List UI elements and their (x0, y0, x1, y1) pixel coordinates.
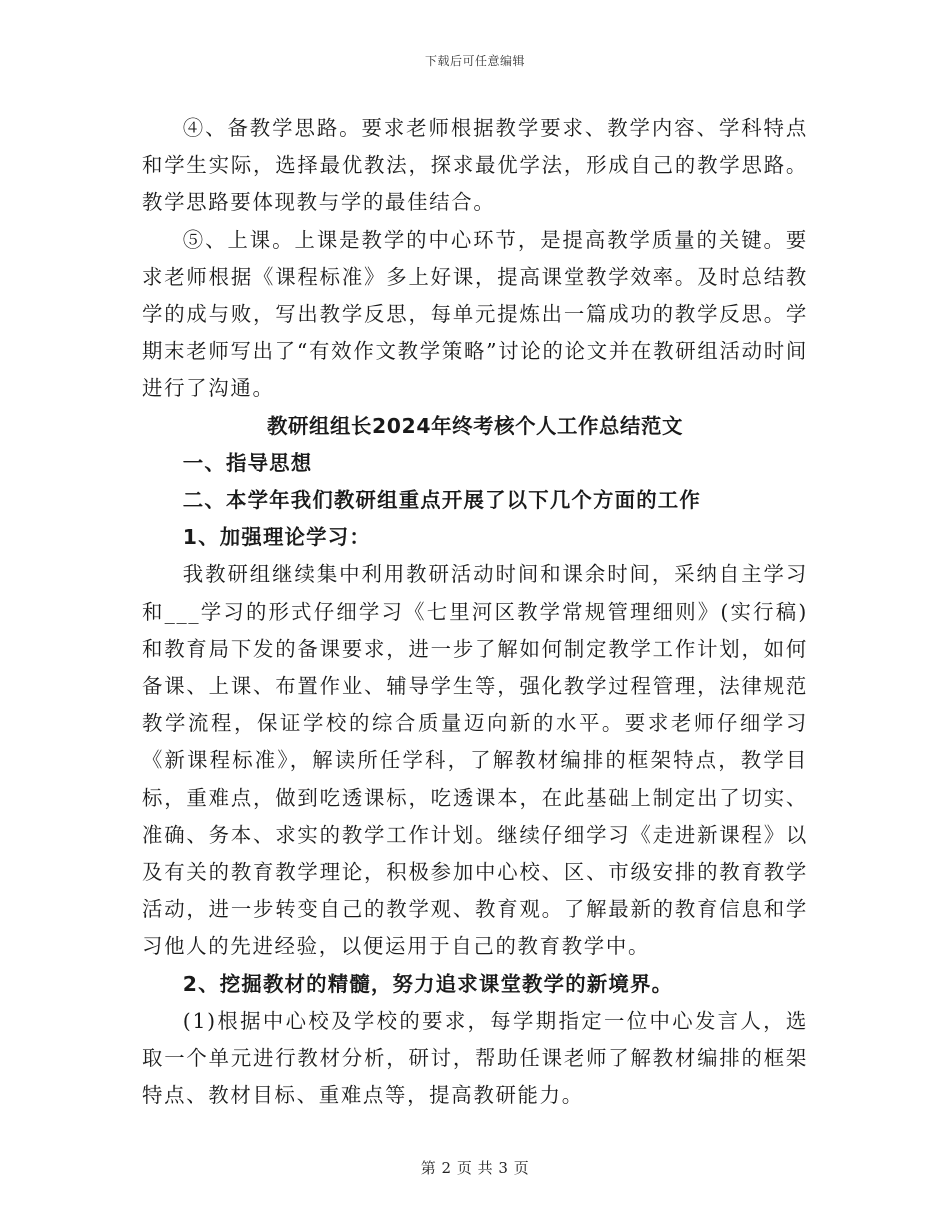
paragraph-theory-study: 我教研组继续集中利用教研活动时间和课余时间，采纳自主学习和___学习的形式仔细学习《七里河区教学常规管理细则》(实行稿)和教育局下发的备课要求，进一步了解如何制定教学工作计划，如何备课、上课、布置作业、辅导学生等，强化教学过程管理，法律规范教学流程，保证学校的综合质量迈向新的水平。要求老师仔细学习《新课程标准》，解读所任学科，了解教材编排的框架特点，教学目标，重难点，做到吃透课标，吃透课本，在此基础上制定出了切实、准确、务本、求实的教学工作计划。继续仔细学习《走进新课程》以及有关的教育教学理论，积极参加中心校、区、市级安排的教育教学活动，进一步转变自己的教学观、教育观。了解最新的教育信息和学习他人的先进经验，以便运用于自己的教育教学中。 (142, 562, 808, 959)
subheading-textbook-essence: 2、挖掘教材的精髓，努力追求课堂教学的新境界。 (182, 971, 674, 996)
page-header-note: 下载后可任意编辑 (424, 54, 525, 68)
document-body (142, 110, 808, 1114)
document-title: 教研组组长2024年终考核个人工作总结范文 (267, 413, 683, 438)
paragraph-lesson: ⑤、上课。上课是教学的中心环节，是提高教学质量的关键。要求老师根据《课程标准》多上好课，提高课堂教学效率。及时总结教学的成与败，写出教学反思，每单元提炼出一篇成功的教学反思。学期末老师写出了“有效作文教学策略”讨论的论文并在教研组活动时间进行了沟通。 (142, 227, 808, 401)
paragraph-teaching-approach: ④、备教学思路。要求老师根据教学要求、教学内容、学科特点和学生实际，选择最优教法，探求最优学法，形成自己的教学思路。教学思路要体现教与学的最佳结合。 (142, 116, 808, 215)
section-heading-guiding-thought: 一、指导思想 (182, 450, 313, 475)
page-number-footer: 第 2 页 共 3 页 (420, 1159, 530, 1177)
section-heading-work-areas: 二、本学年我们教研组重点开展了以下几个方面的工作 (182, 488, 701, 513)
paragraph-textbook-analysis: (1)根据中心校及学校的要求，每学期指定一位中心发言人，选取一个单元进行教材分析，研讨，帮助任课老师了解教材编排的框架特点、教材目标、重难点等，提高教研能力。 (142, 1008, 808, 1108)
subheading-theory-study: 1、加强理论学习： (182, 525, 371, 550)
